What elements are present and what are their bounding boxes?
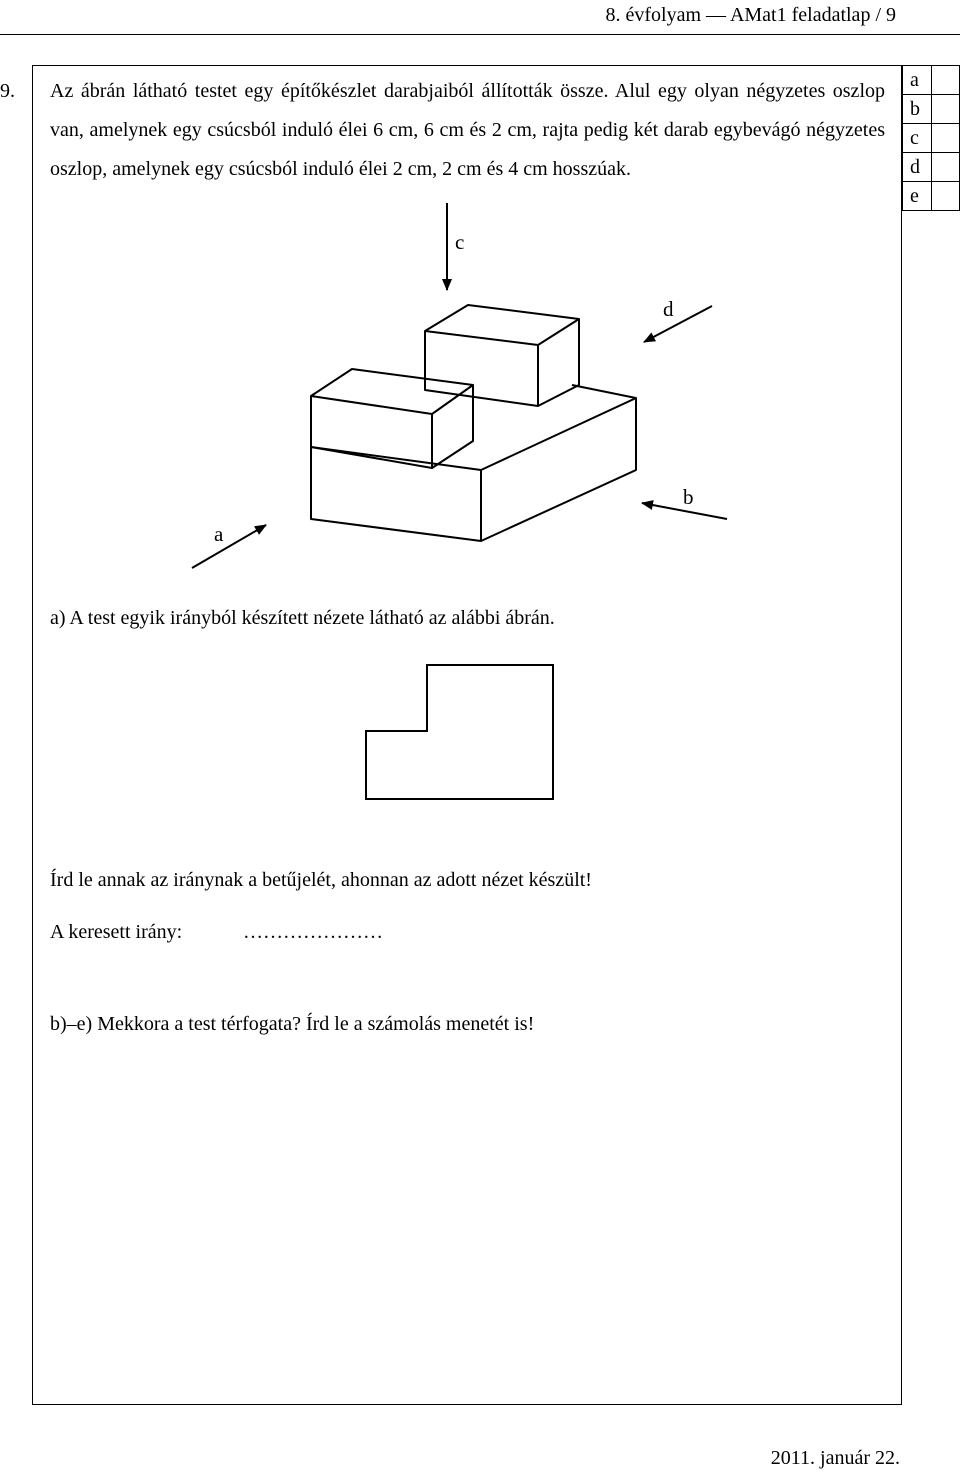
part-a-prompt: a) A test egyik irányból készített nézete látható az alábbi ábrán.	[50, 607, 555, 629]
part-a-instruction: Írd le annak az iránynak a betűjelét, ahonnan az adott nézet készült!	[50, 869, 592, 891]
direction-label-d: d	[663, 297, 674, 321]
task-number: 9.	[0, 80, 15, 102]
left-small-prism	[311, 369, 473, 468]
answer-label: A keresett irány:	[50, 921, 183, 943]
right-small-prism	[425, 305, 579, 406]
score-row-label: e	[903, 182, 932, 211]
direction-label-c: c	[455, 230, 465, 254]
arrow-d	[644, 306, 712, 342]
part-be-prompt: b)–e) Mekkora a test térfogata? Írd le a számolás menetét is!	[50, 1013, 535, 1035]
task-intro: Az ábrán látható testet egy építőkészlet darabjaiból állították össze. Alul egy olyan négyzetes oszlop van, amelynek egy csúcsból induló élei 6 cm, 6 cm és 2 cm, rajta pedig két darab egybevágó négyzetes oszlop, amelynek egy csúcsból induló élei 2 cm, 2 cm és 4 cm hosszúak.	[50, 80, 885, 180]
answer-blank[interactable]: …………………	[243, 921, 383, 943]
header-title: 8. évfolyam — AMat1 feladatlap / 9	[605, 4, 896, 26]
arrow-a	[192, 525, 266, 568]
score-row-label: a	[903, 66, 932, 95]
score-row-label: c	[903, 124, 932, 153]
footer-date: 2011. január 22.	[770, 1447, 900, 1469]
direction-label-b: b	[683, 485, 694, 509]
direction-label-a: a	[214, 522, 224, 546]
score-row-label: b	[903, 95, 932, 124]
view-outline	[366, 665, 553, 799]
score-row-label: d	[903, 153, 932, 182]
